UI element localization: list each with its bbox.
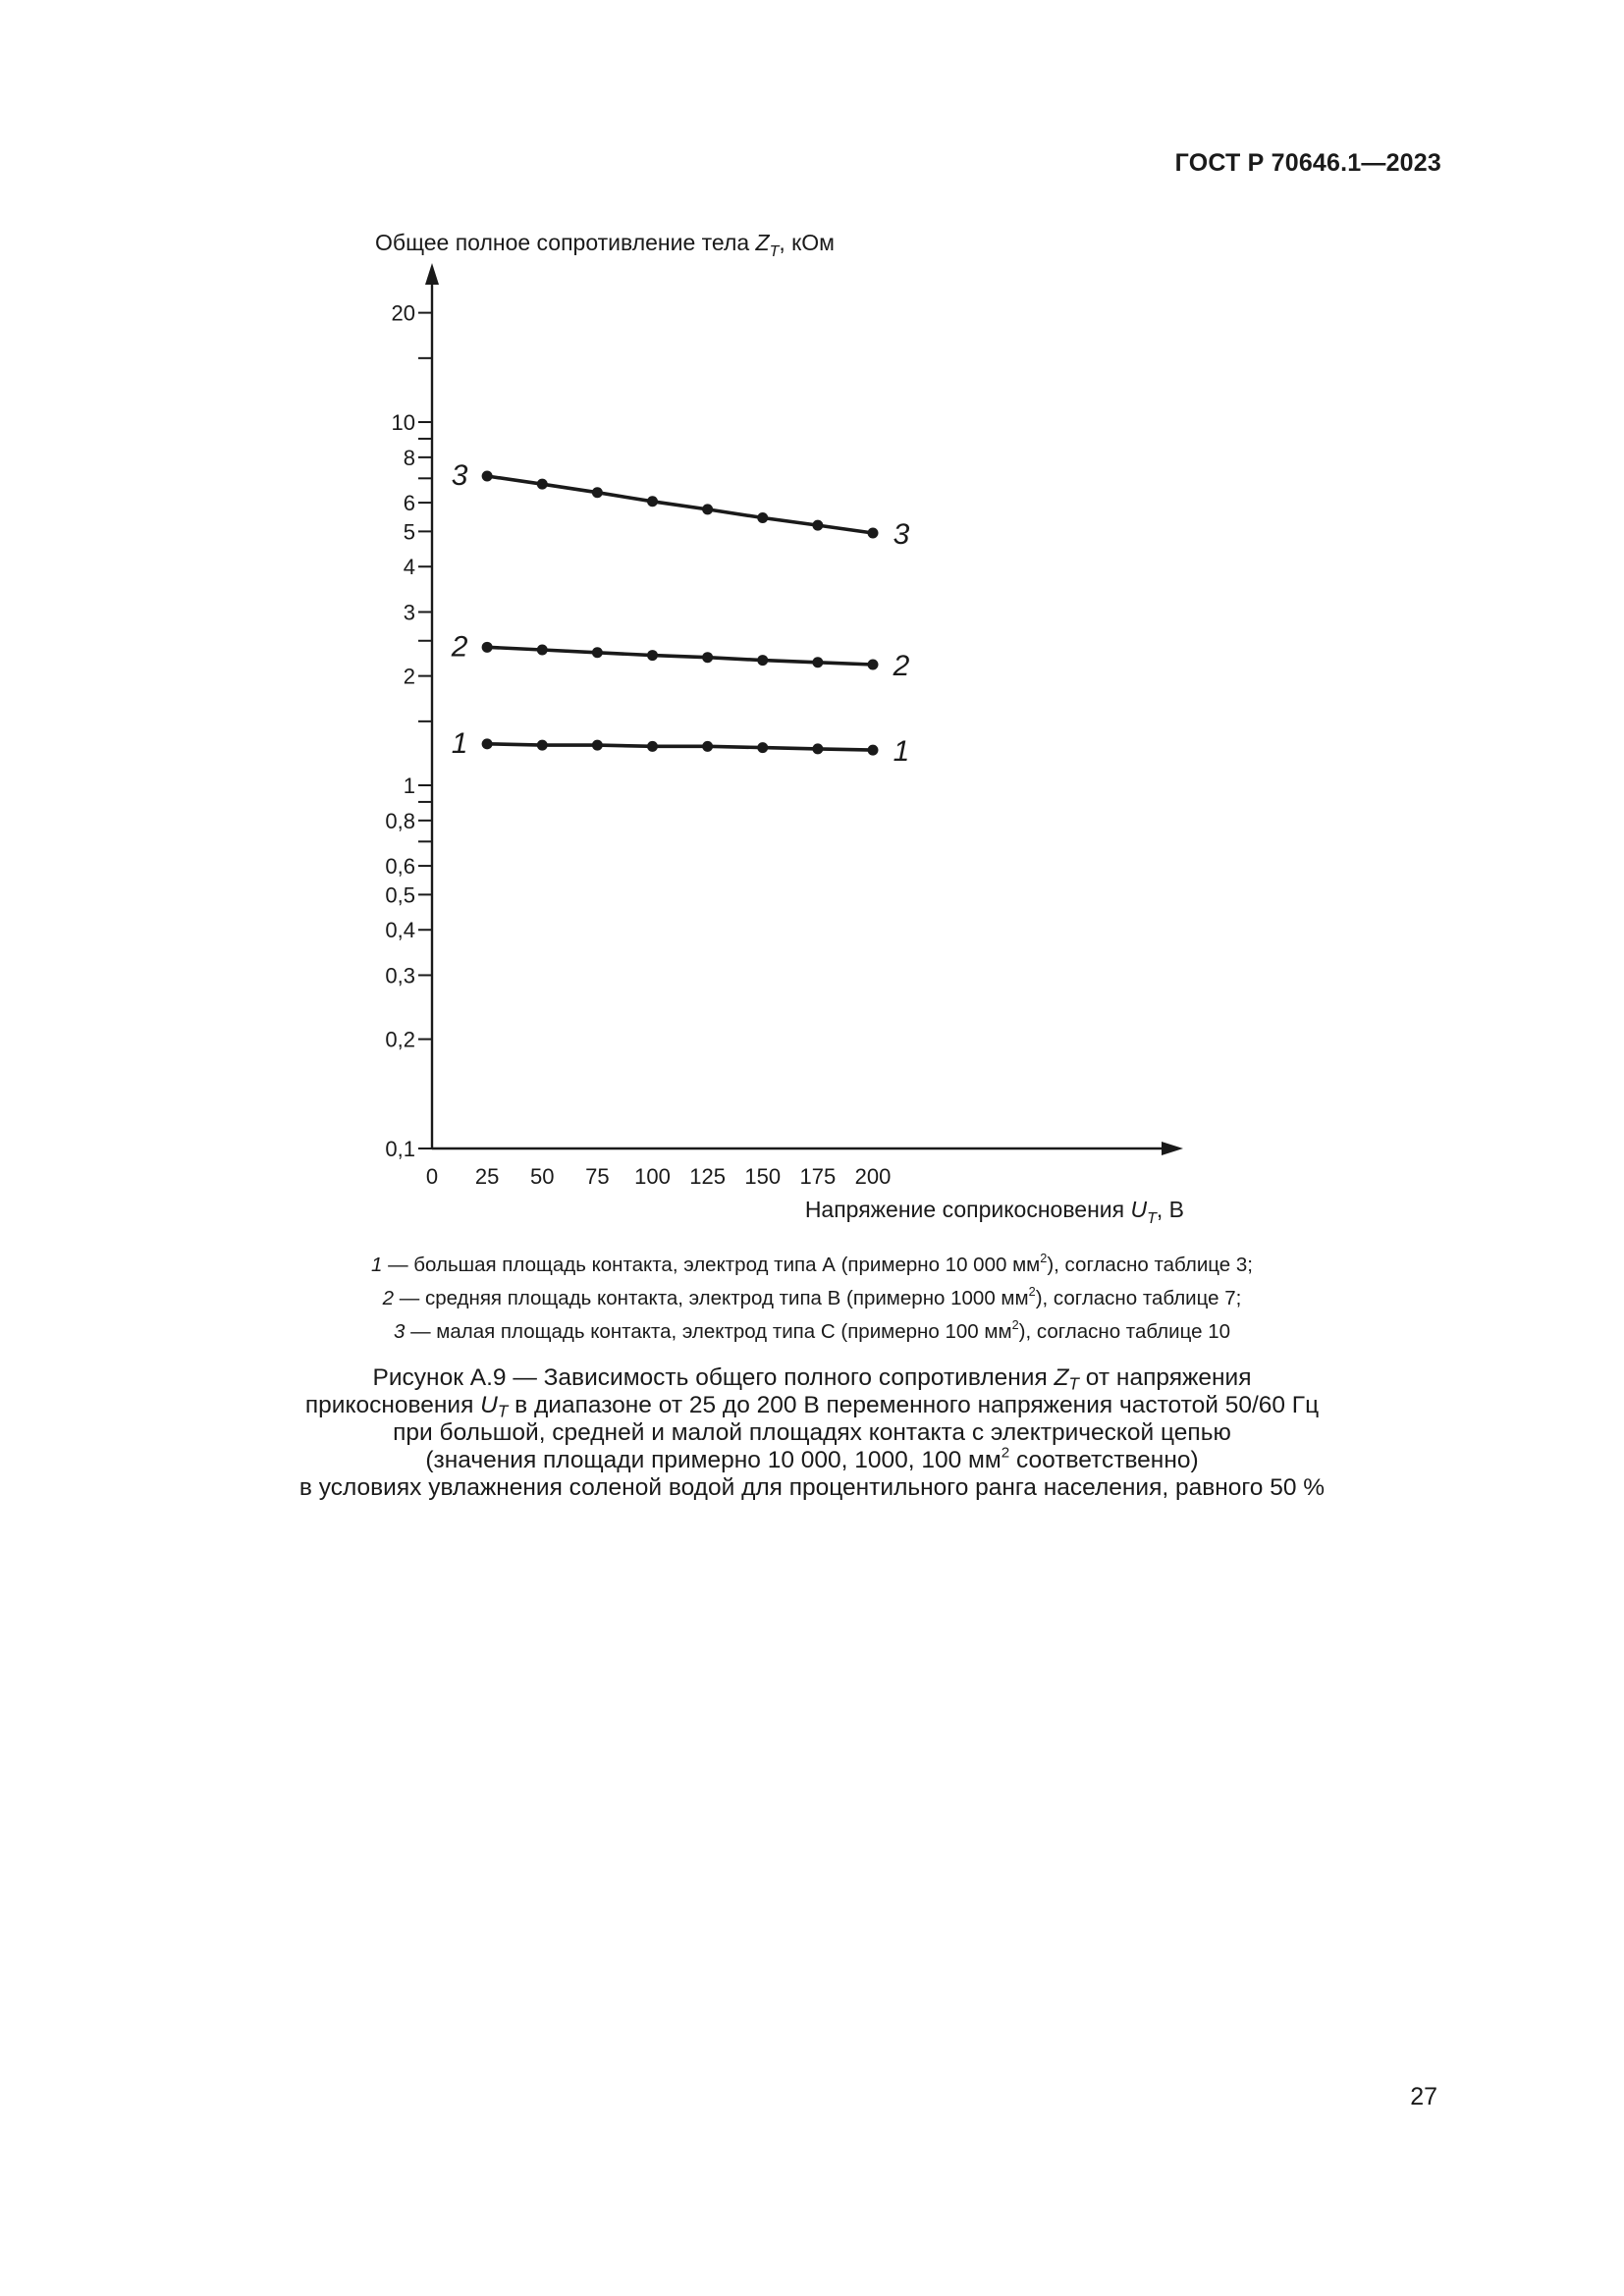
x-tick-label: 150	[744, 1164, 782, 1189]
data-point	[757, 655, 768, 666]
data-point	[757, 742, 768, 753]
data-point	[868, 745, 879, 756]
y-tick-label: 0,8	[385, 808, 415, 833]
data-point	[868, 527, 879, 538]
data-point	[647, 650, 658, 661]
y-axis-arrow	[425, 263, 439, 285]
y-tick-label: 2	[403, 664, 415, 689]
y-tick-label: 0,6	[385, 854, 415, 880]
x-tick-label: 25	[474, 1164, 500, 1189]
y-tick-label: 5	[403, 519, 415, 545]
data-point	[702, 741, 713, 752]
data-point	[482, 738, 493, 749]
page-number: 27	[1410, 2083, 1437, 2110]
y-tick-label: 6	[403, 491, 415, 516]
x-tick-label: 75	[585, 1164, 610, 1189]
data-point	[702, 652, 713, 663]
data-point	[592, 647, 603, 658]
data-point	[537, 479, 548, 490]
series-label-left: 2	[451, 630, 468, 664]
data-point	[537, 740, 548, 751]
y-tick-label: 3	[403, 600, 415, 625]
data-point	[482, 642, 493, 653]
y-tick-label: 0,3	[385, 963, 415, 988]
data-point	[812, 743, 823, 754]
x-tick-label: 100	[634, 1164, 671, 1189]
y-tick-label: 10	[391, 410, 415, 435]
data-point	[757, 512, 768, 523]
legend-item: 1 — большая площадь контакта, электрод типа А (примерно 10 000 $мм^2$), согласно таблице 3;	[371, 1251, 1253, 1276]
data-point	[702, 504, 713, 514]
y-tick-label: 8	[403, 445, 415, 470]
series-label-right: 2	[893, 649, 910, 682]
y-axis-title: Общее полное сопротивление тела $Z_T$, кОм	[375, 230, 835, 260]
data-point	[592, 487, 603, 498]
data-point	[647, 741, 658, 752]
data-point	[537, 645, 548, 656]
figure-caption: Рисунок А.9 — Зависимость общего полного сопротивления $Z_T$ от напряжения прикосновения $U_T$ в диапазоне от 25 до 200 В переменного напряжения частотой 50/60 Гц при большой, средней и малой площадях контакта с электрической цепью (значения площади примерно 10 000, 1000, 100 $мм^2$ соответственно) в условиях увлажнения соленой водой для процентильного ранга населения, равного 50 %	[298, 1364, 1326, 1501]
y-tick-label: 0,4	[385, 918, 415, 943]
y-tick-label: 4	[403, 555, 415, 580]
y-tick-label: 1	[403, 774, 415, 798]
series-label-left: 3	[451, 459, 468, 493]
x-tick-label: 200	[854, 1164, 892, 1189]
y-tick-label: 0,5	[385, 882, 415, 908]
document-code: ГОСТ Р 70646.1—2023	[1174, 149, 1441, 177]
data-point	[868, 659, 879, 669]
series-label-left: 1	[451, 726, 468, 760]
x-tick-label: 125	[689, 1164, 726, 1189]
x-tick-label: 0	[425, 1164, 439, 1189]
legend-item: 3 — малая площадь контакта, электрод типа С (примерно 100 $мм^2$), согласно таблице 10	[393, 1317, 1231, 1343]
legend-item: 2 — средняя площадь контакта, электрод типа В (примерно 1000 $мм^2$), согласно таблице 7;	[382, 1284, 1242, 1309]
y-tick-label: 0,2	[385, 1027, 415, 1052]
data-point	[812, 657, 823, 667]
legend	[0, 1249, 1624, 1349]
y-tick-label: 20	[391, 300, 415, 326]
data-point	[482, 471, 493, 482]
data-point	[592, 740, 603, 751]
x-axis-title: Напряжение соприкосновения $U_T$, В	[804, 1197, 1184, 1227]
series-label-right: 3	[893, 517, 910, 551]
y-tick-label: 0,1	[385, 1137, 415, 1161]
data-point	[812, 520, 823, 531]
data-point	[647, 496, 658, 507]
x-tick-label: 50	[530, 1164, 555, 1189]
x-axis-arrow	[1162, 1142, 1183, 1155]
series-label-right: 1	[893, 735, 910, 769]
x-tick-label: 175	[799, 1164, 837, 1189]
